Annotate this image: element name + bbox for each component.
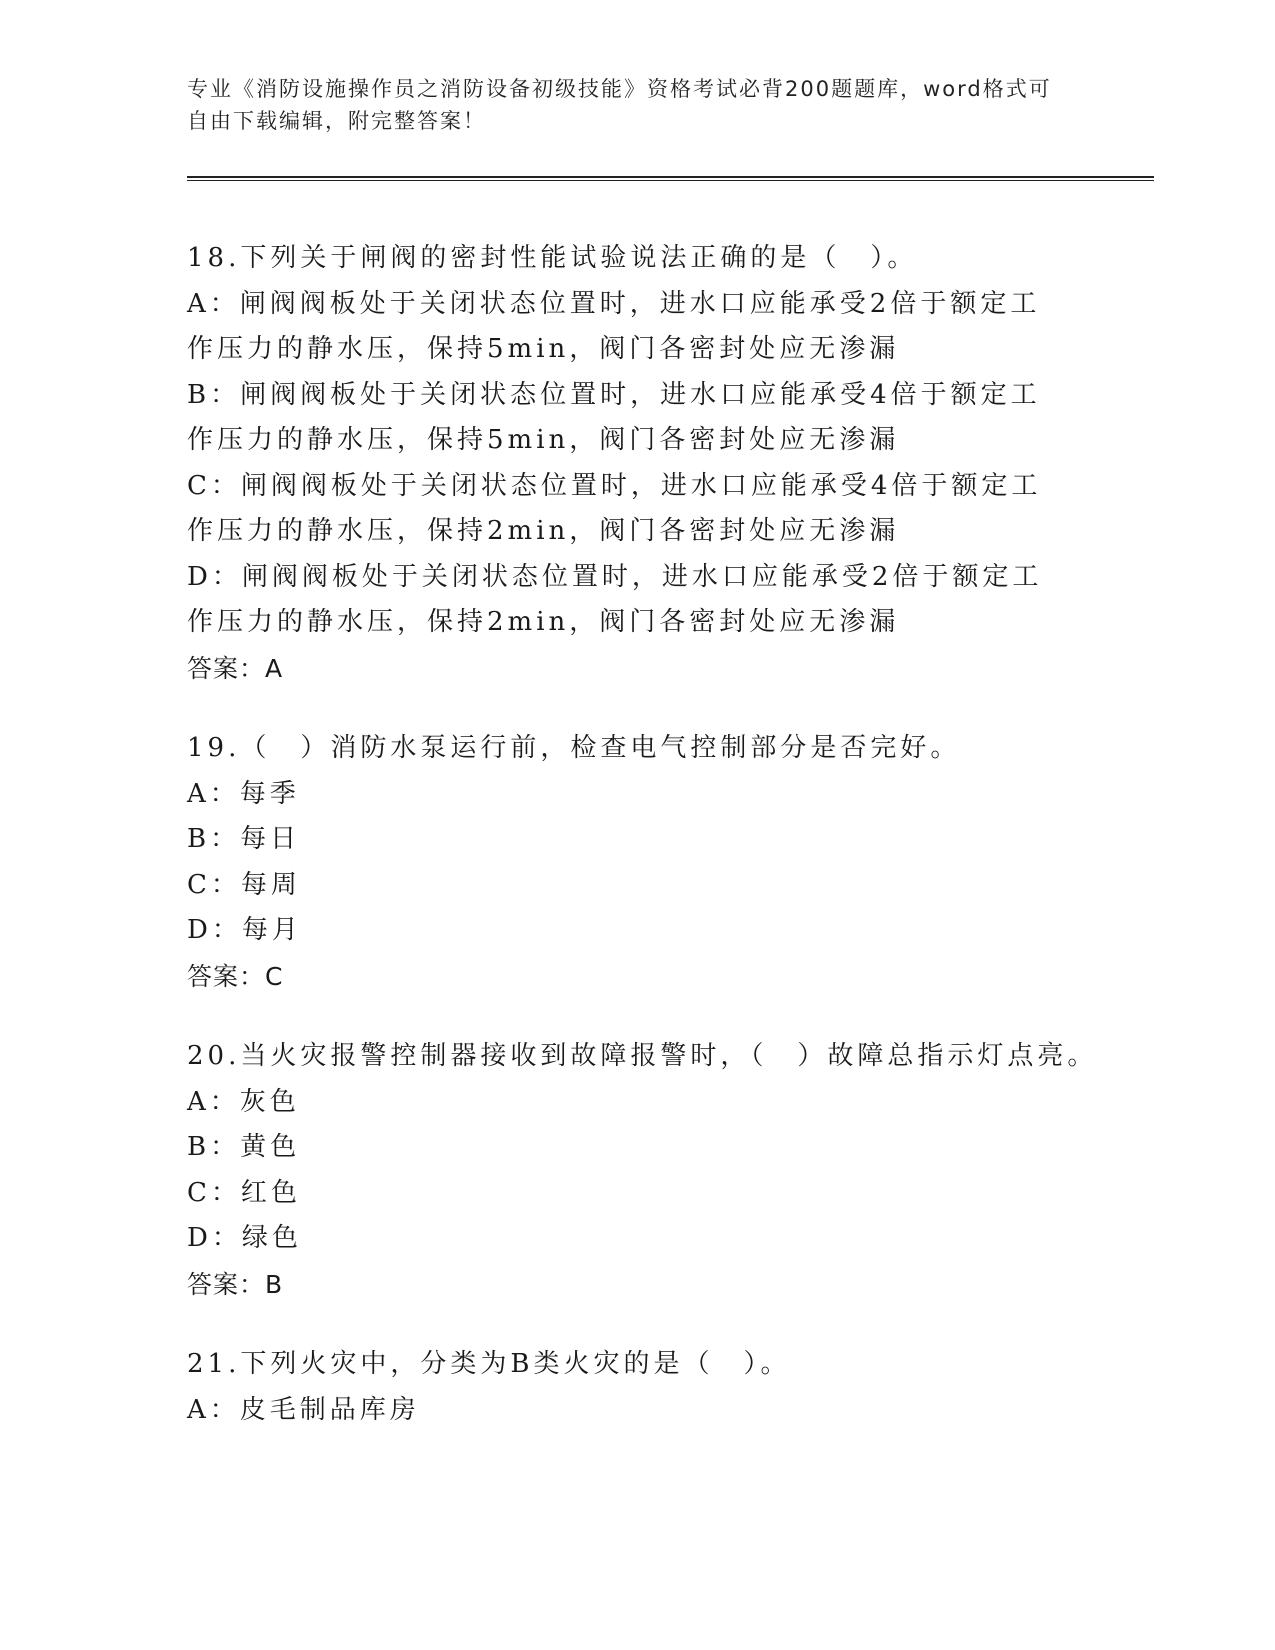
question-21: [187, 1342, 1087, 1433]
answer-line: 答案：A: [187, 653, 284, 683]
document-header: 专业《消防设施操作员之消防设备初级技能》资格考试必背200题题库，word格式可自由下载编辑，附完整答案！: [187, 77, 1052, 133]
option-d: D：绿色: [187, 1223, 302, 1253]
option-d: D：闸阀阀板处于关闭状态位置时，进水口应能承受2倍于额定工作压力的静水压，保持2min，阀门各密封处应无渗漏: [187, 561, 1043, 637]
option-a: A：每季: [187, 778, 300, 809]
question-19: [187, 726, 1087, 999]
question-stem: 21.下列火灾中，分类为B类火灾的是（ ）。: [187, 1349, 791, 1379]
question-list: [187, 236, 1098, 1468]
answer-line: 答案：B: [187, 1269, 284, 1299]
question-stem: 18.下列关于闸阀的密封性能试验说法正确的是（ ）。: [187, 243, 918, 273]
option-b: B：每日: [187, 824, 301, 854]
option-c: C：每周: [187, 869, 301, 900]
option-b: B：闸阀阀板处于关闭状态位置时，进水口应能承受4倍于额定工作压力的静水压，保持5min，阀门各密封处应无渗漏: [187, 379, 1041, 455]
answer-line: 答案：C: [187, 961, 284, 991]
question-18: [187, 236, 1087, 691]
header-divider: [187, 176, 1154, 181]
question-20: [187, 1034, 1098, 1307]
option-c: C：闸阀阀板处于关闭状态位置时，进水口应能承受4倍于额定工作压力的静水压，保持2min，阀门各密封处应无渗漏: [187, 470, 1042, 546]
option-a: A：皮毛制品库房: [187, 1394, 420, 1425]
option-d: D：每月: [187, 915, 302, 945]
option-c: C：红色: [187, 1177, 301, 1208]
option-a: A：闸阀阀板处于关闭状态位置时，进水口应能承受2倍于额定工作压力的静水压，保持5min，阀门各密封处应无渗漏: [187, 288, 1041, 364]
question-stem: 19.（ ）消防水泵运行前，检查电气控制部分是否完好。: [187, 733, 961, 763]
question-stem: 20.当火灾报警控制器接收到故障报警时，（ ）故障总指示灯点亮。: [187, 1041, 1098, 1071]
option-b: B：黄色: [187, 1132, 301, 1162]
option-a: A：灰色: [187, 1086, 300, 1117]
